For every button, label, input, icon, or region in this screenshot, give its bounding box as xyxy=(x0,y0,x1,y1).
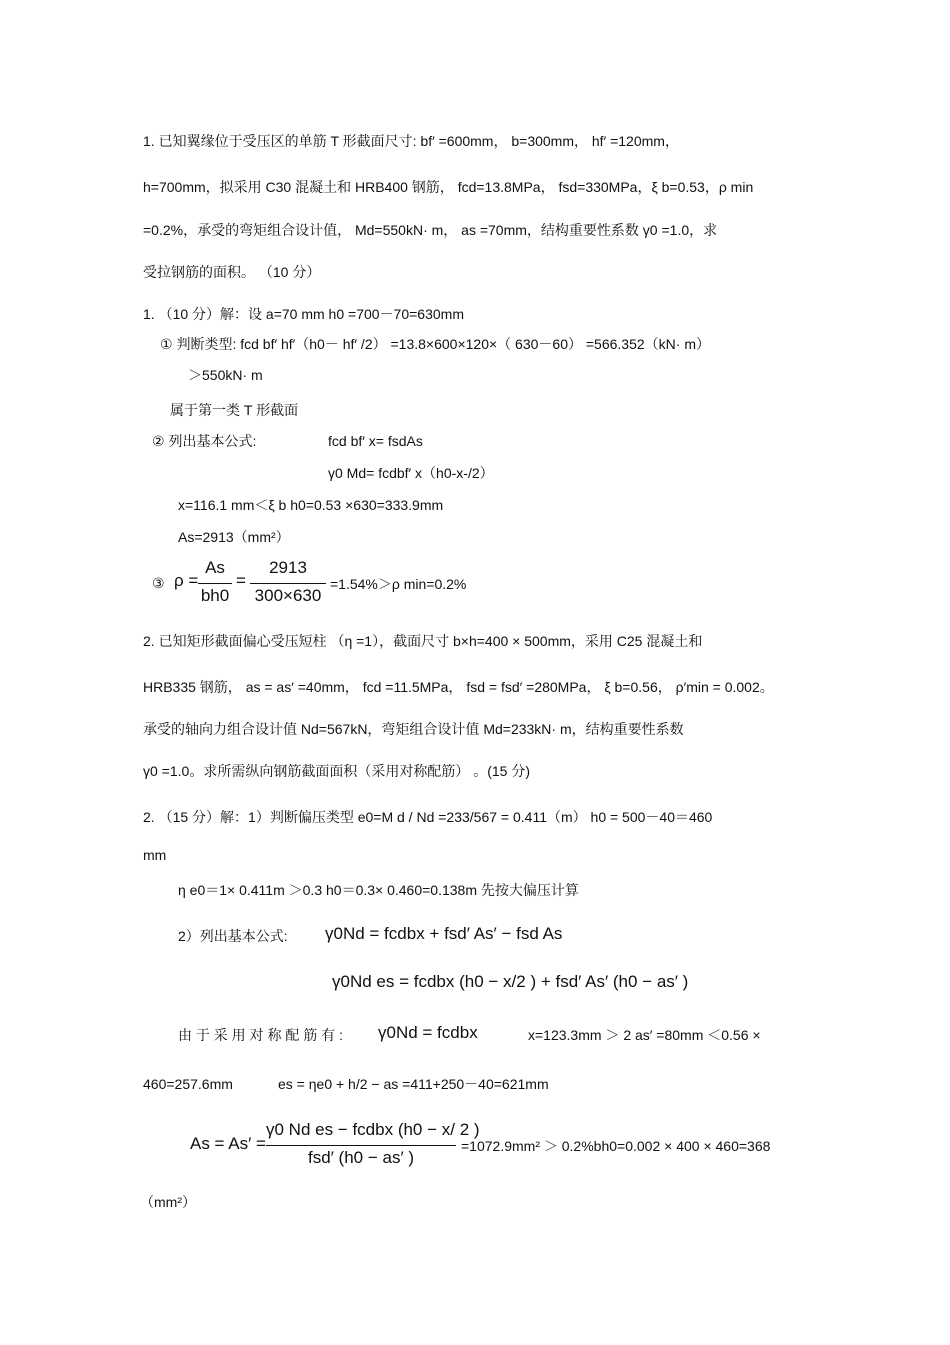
as-equals-label: As = As′ = xyxy=(190,1134,266,1153)
solution2-x-check: x=123.3mm ＞ 2 as′ =80mm ＜0.56 × xyxy=(528,1027,761,1043)
solution2-result: =1072.9mm² ＞ 0.2%bh0=0.002 × 400 × 460=368 xyxy=(461,1138,771,1154)
solution1-step3-result: =1.54%＞ρ min=0.2% xyxy=(330,576,467,592)
solution2-line3: η e0＝1× 0.411m ＞0.3 h0＝0.3× 0.460=0.138m 先按大偏压计算 xyxy=(178,882,579,898)
solution1-line4: 属于第一类 T 形截面 xyxy=(170,402,299,418)
problem2-line3: 承受的轴向力组合设计值 Nd=567kN，弯矩组合设计值 Md=233kN· m，结构重要性系数 xyxy=(143,721,684,737)
solution2-line2: mm xyxy=(143,847,167,863)
equals-sign: = xyxy=(236,571,246,590)
solution1-line1: 1. （10 分）解：设 a=70 mm h0 =700－70=630mm xyxy=(143,306,464,322)
problem1-line1: 1. 已知翼缘位于受压区的单筋 T 形截面尺寸: bf′ =600mm， b=300mm， hf′ =120mm， xyxy=(143,133,679,149)
problem1-line4: 受拉钢筋的面积。 （10 分） xyxy=(143,264,321,280)
fraction-bar xyxy=(266,1145,456,1146)
fraction-as-over-bh0 xyxy=(198,558,232,608)
solution1-line7: x=116.1 mm＜ξ b h0=0.53 ×630=333.9mm xyxy=(178,497,444,513)
solution2-symmetric-formula: γ0Nd = fcdbx xyxy=(378,1023,478,1042)
solution1-formula-b: γ0 Md= fcdbf′ x（h0-x-/2） xyxy=(328,465,494,481)
solution2-formula-moment: γ0Nd es = fcdbx (h0 − x/2 ) + fsd′ As′ (h0 − as′ ) xyxy=(332,972,689,991)
problem1-line3: =0.2%，承受的弯矩组合设计值， Md=550kN· m， as =70mm，结构重要性系数 γ0 =1.0，求 xyxy=(143,222,718,238)
fraction-numerator: γ0 Nd es − fcdbx (h0 − x/ 2 ) xyxy=(266,1120,480,1139)
fraction-2913-over-300x630 xyxy=(250,558,326,608)
solution2-symmetric-label: 由 于 采 用 对 称 配 筋 有 : xyxy=(178,1027,343,1043)
fraction-denominator: 300×630 xyxy=(254,586,322,605)
solution1-line3: ＞550kN· m xyxy=(188,367,263,383)
problem2-line4: γ0 =1.0。求所需纵向钢筋截面面积（采用对称配筋） 。(15 分) xyxy=(143,763,530,779)
solution2-line7a: 460=257.6mm xyxy=(143,1076,233,1092)
solution2-step2-label: 2）列出基本公式: xyxy=(178,928,288,944)
solution2-formula-equilibrium: γ0Nd = fcdbx + fsd′ As′ − fsd As xyxy=(325,924,563,943)
solution1-formula-a: fcd bf′ x= fsdAs xyxy=(328,433,423,449)
solution2-unit: （mm²） xyxy=(140,1194,196,1210)
solution1-line2: ① 判断类型: fcd bf′ hf′（h0－ hf′ /2） =13.8×600×120×（ 630－60） =566.352（kN· m） xyxy=(160,336,710,352)
rho-symbol: ρ = xyxy=(174,571,199,590)
solution1-step3-label: ③ xyxy=(152,575,165,591)
solution2-line1: 2. （15 分）解：1）判断偏压类型 e0=M d / Nd =233/567 = 0.411（m） h0 = 500－40＝460 xyxy=(143,809,713,825)
fraction-bar xyxy=(250,583,326,584)
fraction-denominator: fsd′ (h0 − as′ ) xyxy=(307,1148,415,1167)
fraction-bar xyxy=(198,583,232,584)
solution2-es-formula: es = ηe0 + h/2 − as =411+250－40=621mm xyxy=(278,1076,549,1092)
solution1-line5: ② 列出基本公式: xyxy=(152,433,257,449)
problem2-line1: 2. 已知矩形截面偏心受压短柱 （η =1），截面尺寸 b×h=400 × 500mm，采用 C25 混凝土和 xyxy=(143,633,703,649)
solution1-line8: As=2913（mm²） xyxy=(178,529,290,545)
fraction-numerator: As xyxy=(205,558,225,577)
fraction-as-result xyxy=(266,1120,480,1172)
problem2-line2: HRB335 钢筋， as = as′ =40mm， fcd =11.5MPa， fsd = fsd′ =280MPa， ξ b=0.56， ρ′min = 0.002。 xyxy=(143,679,774,695)
fraction-numerator: 2913 xyxy=(269,558,307,577)
problem1-line2: h=700mm，拟采用 C30 混凝土和 HRB400 钢筋， fcd=13.8MPa， fsd=330MPa，ξ b=0.53，ρ min xyxy=(143,179,754,195)
fraction-denominator: bh0 xyxy=(200,586,230,605)
